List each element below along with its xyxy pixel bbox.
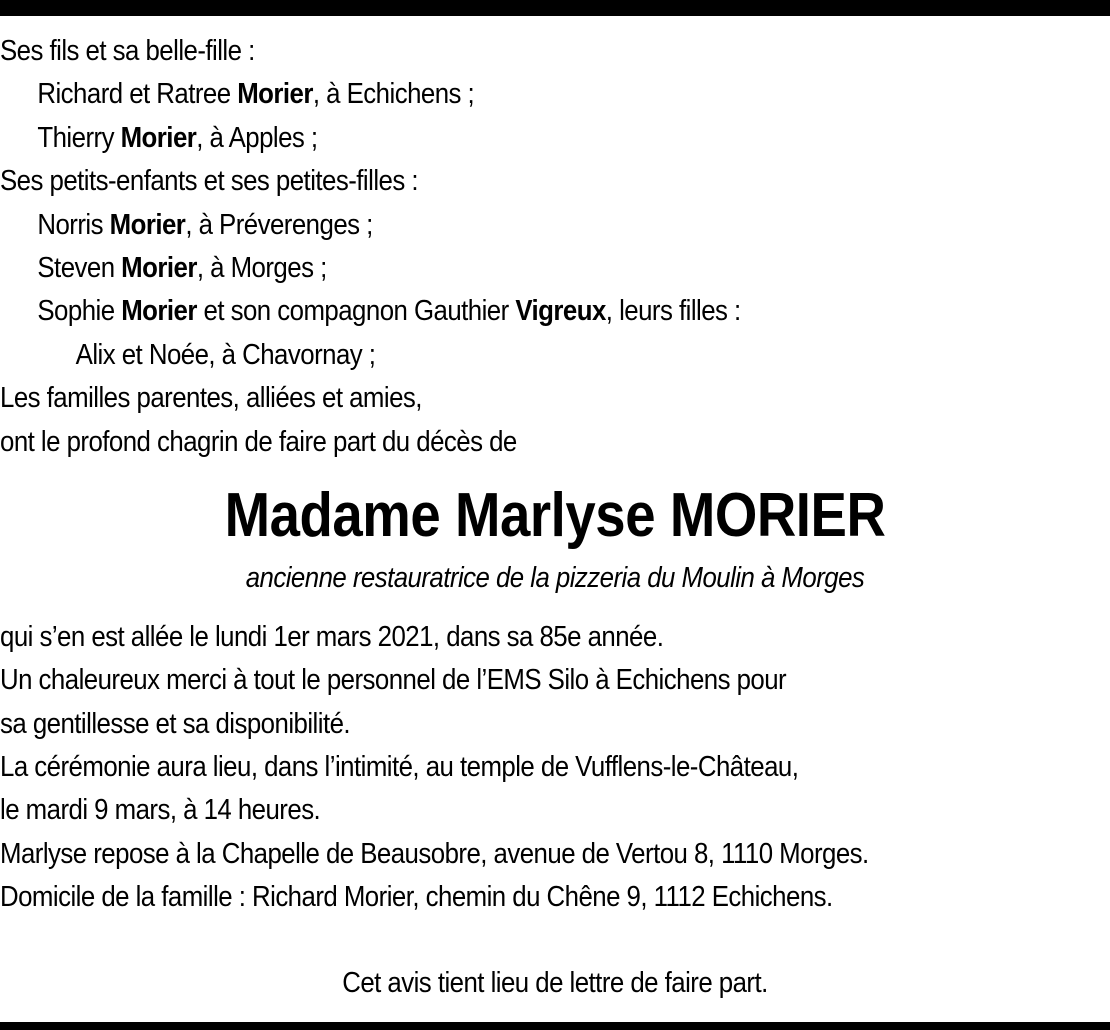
ceremony-line: La cérémonie aura lieu, dans l’intimité, au temple de Vufflens-le-Château, <box>0 751 799 784</box>
member-name: Steven <box>37 251 122 284</box>
bottom-border-rule <box>0 1022 1110 1030</box>
relatives-line: Les familles parentes, alliées et amies, <box>0 382 422 415</box>
grandchildren-heading: Ses petits-enfants et ses petites-filles : <box>0 165 418 198</box>
member-location: , à Apples ; <box>196 121 318 154</box>
member-suffix: , leurs filles : <box>605 295 741 328</box>
deceased-subtitle: ancienne restauratrice de la pizzeria du Moulin à Morges <box>245 561 865 594</box>
death-notice <box>0 30 1110 920</box>
sons-heading: Ses fils et sa belle-fille : <box>0 35 255 67</box>
member-name: Richard et Ratree <box>37 78 238 111</box>
family-member-line <box>0 290 988 333</box>
member-name: Norris <box>37 208 110 241</box>
top-border-rule <box>0 0 1110 16</box>
rest-place-line: Marlyse repose à la Chapelle de Beausobre, avenue de Vertou 8, 1110 Morges. <box>0 837 869 870</box>
member-location: , à Préverenges ; <box>185 208 373 241</box>
announcement-line: ont le profond chagrin de faire part du décès de <box>0 425 517 458</box>
family-home-line: Domicile de la famille : Richard Morier, chemin du Chêne 9, 1112 Echichens. <box>0 881 833 914</box>
member-name: Sophie <box>37 295 122 328</box>
notice-details <box>0 616 1110 920</box>
member-connector: et son compagnon Gauthier <box>196 295 516 328</box>
ceremony-line: le mardi 9 mars, à 14 heures. <box>0 794 321 827</box>
member-surname: Morier <box>121 251 197 284</box>
member-surname: Morier <box>109 208 186 241</box>
member-location: , à Morges ; <box>196 251 327 284</box>
family-member-line <box>0 117 988 160</box>
closing-note: Cet avis tient lieu de lettre de faire part. <box>342 967 768 999</box>
deceased-name: Madame Marlyse MORIER <box>224 480 886 550</box>
member-name: Thierry <box>37 121 121 154</box>
family-member-line <box>0 73 988 116</box>
member-surname: Morier <box>121 295 197 328</box>
thanks-line: Un chaleureux merci à tout le personnel de l’EMS Silo à Echichens pour <box>0 664 787 697</box>
member-surname: Morier <box>237 78 313 111</box>
passing-line: qui s’en est allée le lundi 1er mars 2021, dans sa 85e année. <box>0 620 664 653</box>
family-member-line <box>0 204 988 247</box>
member-surname: Vigreux <box>515 295 606 328</box>
great-grandchildren-line: Alix et Noée, à Chavornay ; <box>75 338 376 371</box>
member-location: , à Echichens ; <box>312 78 475 111</box>
member-surname: Morier <box>120 121 197 154</box>
thanks-line: sa gentillesse et sa disponibilité. <box>0 707 351 740</box>
family-member-line <box>0 247 988 290</box>
